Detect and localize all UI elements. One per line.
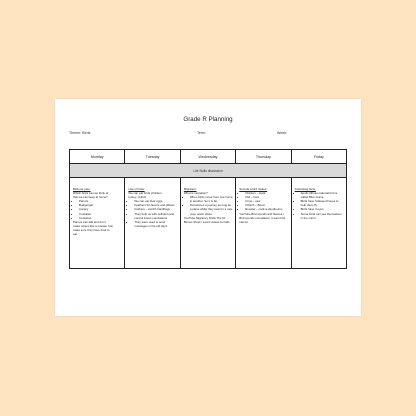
day-header-wednesday: Wednesday bbox=[181, 150, 236, 163]
wednesday-note-line: YouTube Migratory birds/ The Dr Binocs Show / Learn videos for kids bbox=[183, 215, 230, 224]
page-title: Grade R Planning bbox=[183, 116, 233, 123]
thursday-heading: Sounds a bird makes: bbox=[239, 187, 268, 191]
list-item: • Cockatiel bbox=[79, 212, 122, 216]
list-item: • Fashion – ostrich handbags bbox=[134, 207, 177, 211]
list-item: • Chicken – cluck bbox=[245, 191, 288, 195]
list-item: • Ostrich – Boom bbox=[245, 203, 288, 207]
day-header-thursday: Thursday bbox=[236, 150, 291, 163]
day-header-tuesday: Tuesday bbox=[125, 150, 180, 163]
day-header-row bbox=[70, 150, 346, 164]
tuesday-cell bbox=[125, 178, 180, 269]
thursday-list bbox=[239, 191, 288, 211]
list-item: • Rooster – cock-a-doodle-doo bbox=[245, 207, 288, 211]
thursday-note-line: YouTube Bird sounds and Names | Bird sounds compilation | Learn bird names bbox=[239, 211, 286, 224]
list-item: • South African national bird is called Blue Crane bbox=[301, 191, 344, 199]
list-item: • They help us with pollution and control insect populations bbox=[134, 212, 177, 220]
monday-intro-line: Which birds can we think of bbox=[73, 191, 109, 196]
day-header-monday: Monday bbox=[70, 150, 125, 163]
list-item: • Canary bbox=[79, 207, 122, 211]
monday-note-line: make noises like a macaw. Into bbox=[73, 223, 114, 228]
day-header-friday: Friday bbox=[313, 154, 324, 159]
planning-sheet bbox=[55, 99, 361, 316]
list-item: • Owl – hoot bbox=[245, 195, 288, 199]
monday-note-line: Parrots can talk and don't bbox=[73, 219, 106, 224]
friday-heading: Interesting facts: bbox=[294, 187, 316, 191]
content-row bbox=[70, 178, 346, 269]
friday-cell bbox=[292, 178, 346, 269]
list-item: • Parrots bbox=[79, 199, 122, 203]
list-item: • Birds have hollowed bones to help them fly bbox=[301, 199, 344, 207]
monday-cell bbox=[70, 178, 125, 269]
list-item: • Budgerigar bbox=[79, 203, 122, 207]
life-skills-row: Life Skills discussion bbox=[70, 164, 346, 178]
tuesday-intro-line: turkey, ostrich bbox=[128, 195, 147, 200]
term-label: Term: bbox=[197, 131, 206, 135]
monday-note-line: make sure they have food to bbox=[73, 227, 110, 232]
list-item: • We can eat their eggs bbox=[134, 199, 177, 203]
list-item: • Crow – caw bbox=[245, 199, 288, 203]
list-item: • Cockatoo bbox=[79, 216, 122, 220]
tuesday-list bbox=[128, 199, 177, 228]
week-label: Week: bbox=[277, 131, 288, 135]
wednesday-cell bbox=[181, 178, 236, 269]
wednesday-heading: Migration: bbox=[183, 187, 197, 191]
tuesday-intro-line: We can eat birds (chicken, bbox=[128, 191, 163, 196]
wednesday-list bbox=[184, 195, 233, 215]
list-item: • Sometimes a journey as long as a plane whilst they look for a nice cosy, warm place. bbox=[190, 203, 233, 215]
theme-label: Theme: Birds bbox=[69, 131, 91, 135]
monday-note-line: eat. bbox=[73, 232, 78, 237]
wednesday-intro-line: What is migration? bbox=[183, 191, 208, 196]
planning-table bbox=[69, 149, 347, 269]
list-item: • They were used to send messages in the old days bbox=[134, 220, 177, 228]
monday-list bbox=[73, 199, 122, 219]
monday-heading: Birds as pets: bbox=[73, 187, 91, 191]
tuesday-heading: Use of birds: bbox=[128, 187, 145, 191]
list-item: • Feathers for decors and pillows bbox=[134, 203, 177, 207]
thursday-cell bbox=[236, 178, 291, 269]
list-item: • Some birds can see themselves in the mirror bbox=[301, 212, 344, 220]
friday-list bbox=[295, 191, 344, 220]
monday-intro-line: that we can keep at home? bbox=[73, 195, 108, 200]
list-item: • When birds move from one home to another. So it is far. bbox=[190, 195, 233, 203]
list-item: • Birds have 3 eyes bbox=[301, 207, 344, 211]
